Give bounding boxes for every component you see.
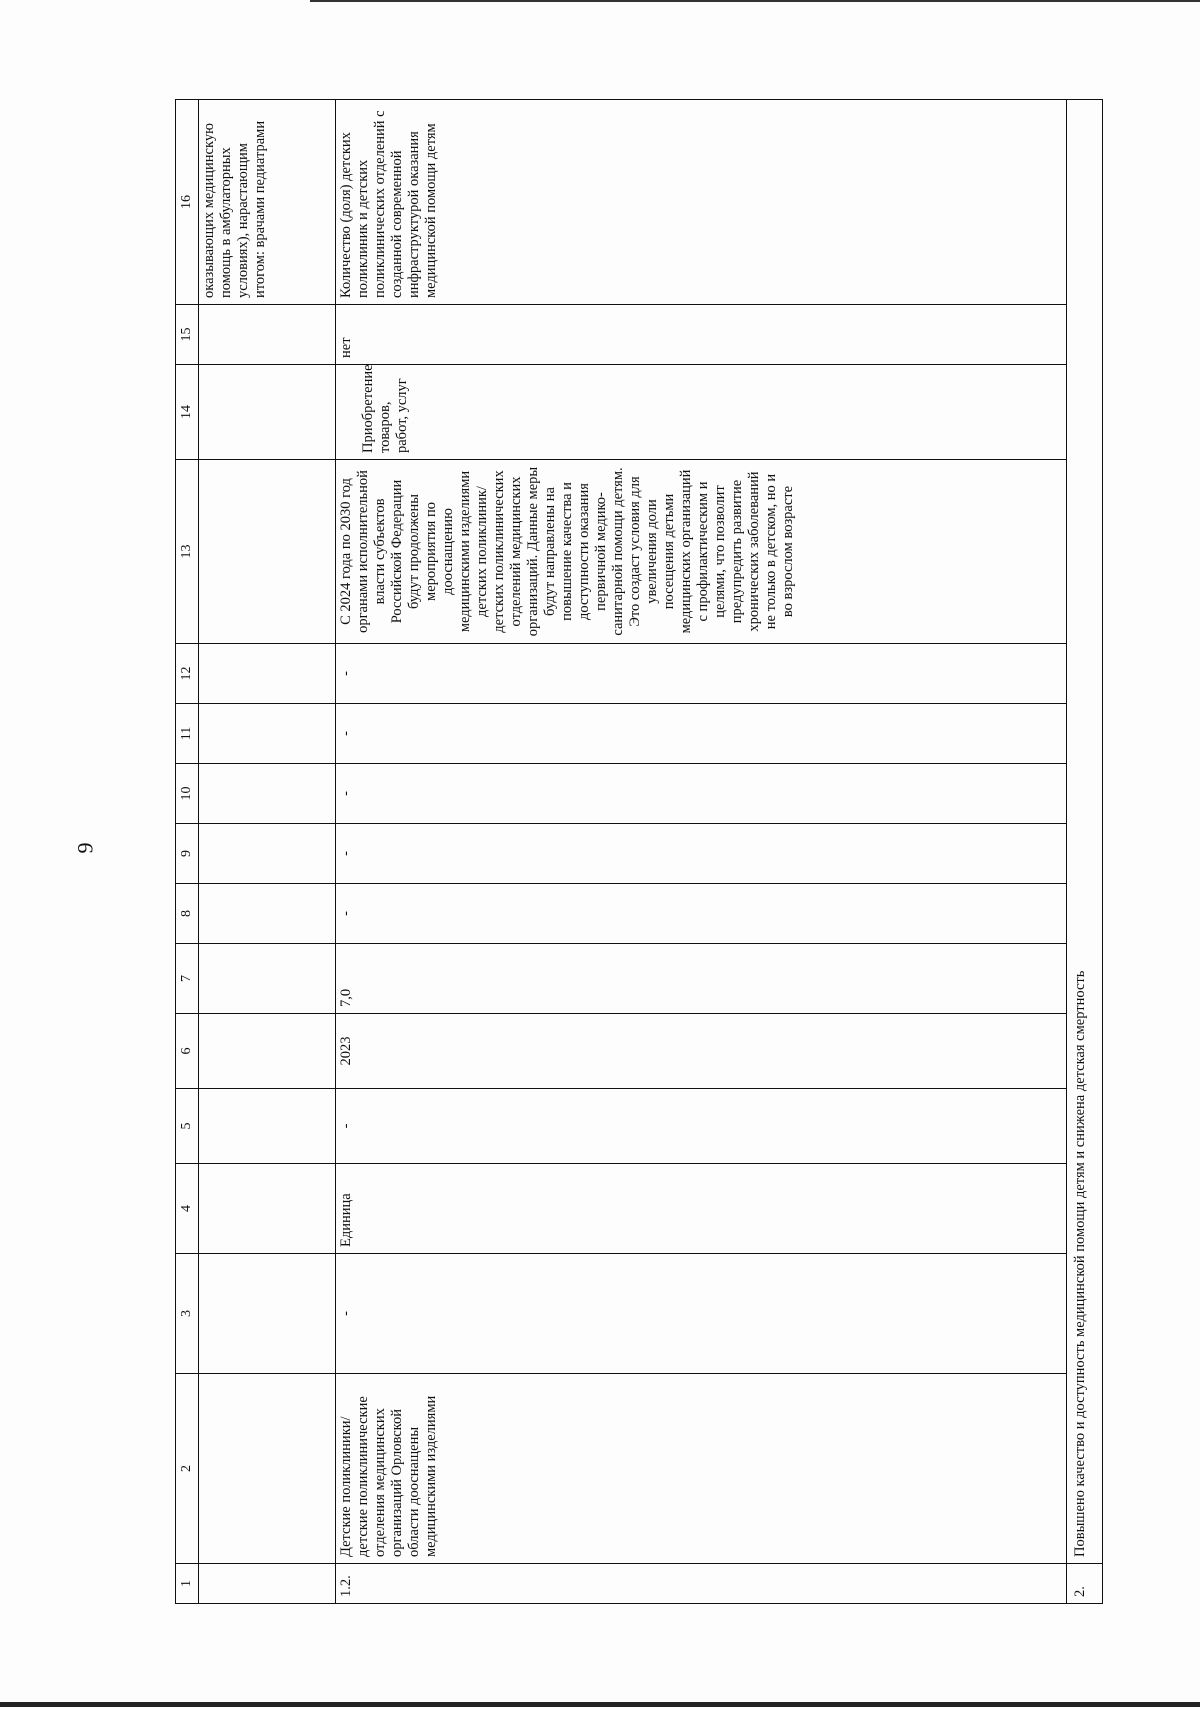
project-results-table bbox=[175, 99, 1103, 1604]
table-rotator bbox=[175, 100, 1088, 1604]
cont-cell-3 bbox=[199, 1254, 336, 1374]
header-col-13: 13 bbox=[176, 460, 199, 644]
header-col-9: 9 bbox=[176, 824, 199, 884]
header-col-11: 11 bbox=[176, 704, 199, 764]
description-cell: С 2024 года по 2030 год органами исполнительной власти субъектов Российской Федерации будут продолжены мероприятия по дооснащению медицинскими изделиями детских поликлиник/детских поликлинических отделений медицинских организаций. Данные меры будут направлены на повышение качества и доступности оказания первичной медико-санитарной помощи детям. Это создаст условия для увеличения доли посещения детьми медицинских организаций с профилактическим и целями, что позволит предупредить развитие хронических заболеваний не только в детском, но и во взрослом возрасте bbox=[336, 460, 1067, 644]
header-col-5: 5 bbox=[176, 1089, 199, 1164]
page-number: 9 bbox=[72, 842, 98, 854]
cell-col-11: - bbox=[336, 704, 1067, 764]
cont-cell-12 bbox=[199, 644, 336, 704]
cont-cell-9 bbox=[199, 824, 336, 884]
header-col-7: 7 bbox=[176, 944, 199, 1014]
header-col-8: 8 bbox=[176, 884, 199, 944]
cont-cell-11 bbox=[199, 704, 336, 764]
header-col-2: 2 bbox=[176, 1374, 199, 1564]
base-value-cell: 7,0 bbox=[336, 944, 1067, 1014]
row-2-number: 2. bbox=[1067, 1564, 1103, 1604]
header-col-10: 10 bbox=[176, 764, 199, 824]
scan-edge-bottom bbox=[0, 1702, 1200, 1707]
row-2-task-text: Повышено качество и доступность медицинской помощи детям и снижена детская смертность bbox=[1067, 100, 1103, 1564]
unit-cell: Единица bbox=[336, 1164, 1067, 1254]
cell-col-12: - bbox=[336, 644, 1067, 704]
row-number: 1.2. bbox=[336, 1564, 1067, 1604]
base-year-cell: 2023 bbox=[336, 1014, 1067, 1089]
cell-col-15: нет bbox=[336, 305, 1067, 365]
cont-cell-2 bbox=[199, 1374, 336, 1564]
header-col-14: 14 bbox=[176, 365, 199, 460]
continuation-row bbox=[199, 100, 336, 1604]
cont-cell-7 bbox=[199, 944, 336, 1014]
cell-col-10: - bbox=[336, 764, 1067, 824]
cont-indicator-text: оказывающих медицинскую помощь в амбулаторных условиях), нарастающим итогом: врачами педиатрами bbox=[199, 100, 336, 305]
cont-cell-13 bbox=[199, 460, 336, 644]
header-col-4: 4 bbox=[176, 1164, 199, 1254]
cell-col-5: - bbox=[336, 1089, 1067, 1164]
header-col-16: 16 bbox=[176, 100, 199, 305]
header-col-1: 1 bbox=[176, 1564, 199, 1604]
cont-cell-15 bbox=[199, 305, 336, 365]
cont-cell-8 bbox=[199, 884, 336, 944]
cell-col-9: - bbox=[336, 824, 1067, 884]
header-col-12: 12 bbox=[176, 644, 199, 704]
rotated-table-frame bbox=[175, 100, 1088, 1604]
table-row-2 bbox=[1067, 100, 1103, 1604]
cont-cell-14 bbox=[199, 365, 336, 460]
cell-col-8: - bbox=[336, 884, 1067, 944]
cont-cell-4 bbox=[199, 1164, 336, 1254]
indicator-cell: Количество (доля) детских поликлиник и детских поликлинических отделений с созданной современной инфраструктурой оказания медицинской помощи детям bbox=[336, 100, 1067, 305]
cont-cell-5 bbox=[199, 1089, 336, 1164]
header-row bbox=[176, 100, 199, 1604]
result-name: Детские поликлиники/детские поликлинические отделения медицинских организаций Орловской области дооснащены медицинскими изделиями bbox=[336, 1374, 1067, 1564]
cont-cell-1 bbox=[199, 1564, 336, 1604]
cont-cell-10 bbox=[199, 764, 336, 824]
table-row-1-2 bbox=[336, 100, 1067, 1604]
type-cell: Приобретение товаров, работ, услуг bbox=[336, 365, 1067, 460]
header-col-6: 6 bbox=[176, 1014, 199, 1089]
cont-cell-6 bbox=[199, 1014, 336, 1089]
header-col-3: 3 bbox=[176, 1254, 199, 1374]
scan-edge-top bbox=[310, 0, 1200, 2]
cell-col-3: - bbox=[336, 1254, 1067, 1374]
header-col-15: 15 bbox=[176, 305, 199, 365]
